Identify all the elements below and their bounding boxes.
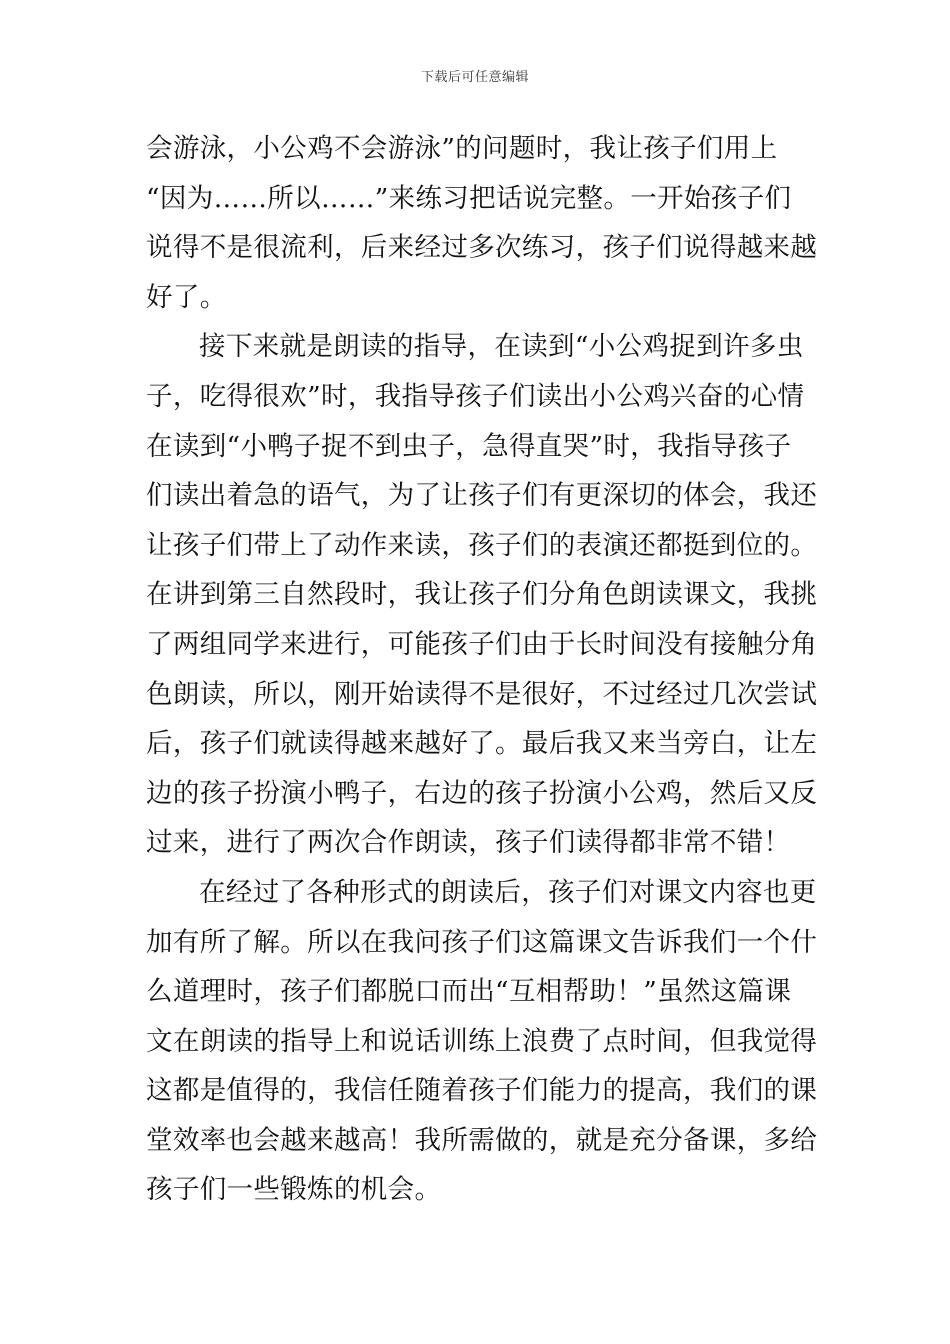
text-line: 子，吃得很欢”时，我指导孩子们读出小公鸡兴奋的心情 — [146, 380, 805, 412]
text-line: 文在朗读的指导上和说话训练上浪费了点时间，但我觉得 — [146, 1025, 818, 1057]
text-line: 们读出着急的语气，为了让孩子们有更深切的体会，我还 — [146, 480, 818, 512]
text-line: “因为……所以……”来练习把话说完整。一开始孩子们 — [146, 182, 792, 214]
text-line: 加有所了解。所以在我问孩子们这篇课文告诉我们一个什 — [146, 926, 818, 958]
text-line: 让孩子们带上了动作来读，孩子们的表演还都挺到位的。 — [146, 529, 818, 561]
text-line: 堂效率也会越来越高！我所需做的，就是充分备课，多给 — [146, 1124, 818, 1156]
text-line: 在读到“小鸭子捉不到虫子，急得直哭”时，我指导孩子 — [146, 430, 792, 462]
text-line: 这都是值得的，我信任随着孩子们能力的提高，我们的课 — [146, 1075, 818, 1107]
page-header-note: 下载后可任意编辑 — [420, 70, 529, 85]
paragraph-start-line: 接下来就是朗读的指导，在读到“小公鸡捉到许多虫 — [199, 331, 804, 363]
text-line: 么道理时，孩子们都脱口而出“互相帮助！”虽然这篇课 — [146, 976, 792, 1008]
text-line: 好了。 — [146, 281, 227, 313]
document-body — [146, 124, 818, 1215]
text-line: 色朗读，所以，刚开始读得不是很好，不过经过几次尝试 — [146, 678, 818, 710]
text-line: 在讲到第三自然段时，我让孩子们分角色朗读课文，我挑 — [146, 579, 818, 611]
paragraph-start-line: 在经过了各种形式的朗读后，孩子们对课文内容也更 — [199, 876, 817, 908]
text-line: 后，孩子们就读得越来越好了。最后我又来当旁白，让左 — [146, 728, 818, 760]
text-line: 孩子们一些锻炼的机会。 — [146, 1174, 442, 1206]
text-line: 边的孩子扮演小鸭子，右边的孩子扮演小公鸡，然后又反 — [146, 777, 818, 809]
text-line: 过来，进行了两次合作朗读，孩子们读得都非常不错！ — [146, 827, 791, 859]
text-line: 了两组同学来进行，可能孩子们由于长时间没有接触分角 — [146, 628, 818, 660]
text-line: 说得不是很流利，后来经过多次练习，孩子们说得越来越 — [146, 232, 818, 264]
text-line: 会游泳，小公鸡不会游泳”的问题时，我让孩子们用上 — [146, 133, 778, 164]
